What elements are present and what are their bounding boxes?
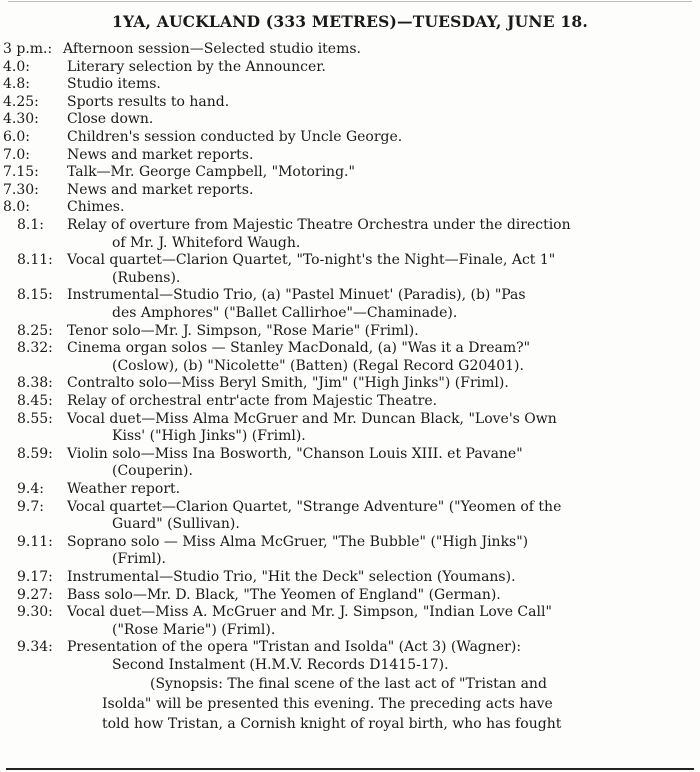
item-text: Chimes. xyxy=(67,199,125,216)
item-text: Studio items. xyxy=(67,76,161,93)
item-text-continued: of Mr. J. Whiteford Waugh. xyxy=(112,234,301,251)
item-text: Close down. xyxy=(67,111,154,128)
item-time: 7.15: xyxy=(3,164,39,181)
item-text-continued: Kiss' ("High Jinks") (Friml). xyxy=(112,428,306,445)
item-text-continued: (Friml). xyxy=(112,551,167,568)
bottom-rule xyxy=(6,768,694,770)
item-text: Instrumental—Studio Trio, (a) "Pastel Minuet' (Paradis), (b) "Pas xyxy=(67,287,526,304)
item-text-continued: (Rubens). xyxy=(112,269,181,286)
item-text: Vocal duet—Miss Alma McGruer and Mr. Duncan Black, "Love's Own xyxy=(67,410,557,427)
item-time: 9.34: xyxy=(17,639,53,656)
synopsis-line: told how Tristan, a Cornish knight of royal birth, who has fought xyxy=(102,716,562,732)
synopsis-line: Isolda" will be presented this evening. The preceding acts have xyxy=(102,696,553,712)
item-time: 4.25: xyxy=(3,93,39,110)
item-text: Tenor solo—Mr. J. Simpson, "Rose Marie" (Friml). xyxy=(67,322,419,339)
item-text: Bass solo—Mr. D. Black, "The Yeomen of England" (German). xyxy=(67,586,501,603)
item-text-continued: Second Instalment (H.M.V. Records D1415-17). xyxy=(112,656,449,673)
item-text: Relay of orchestral entr'acte from Majestic Theatre. xyxy=(67,393,438,409)
item-text: Vocal quartet—Clarion Quartet, "To-night's the Night—Finale, Act 1" xyxy=(67,252,556,269)
item-time: 8.59: xyxy=(17,445,53,462)
item-time: 8.15: xyxy=(17,287,53,304)
item-text: Soprano solo — Miss Alma McGruer, "The Bubble" ("High Jinks") xyxy=(67,533,529,550)
item-time: 9.4: xyxy=(17,481,44,497)
item-text-continued: (Couperin). xyxy=(112,463,193,480)
item-text: Relay of overture from Majestic Theatre Orchestra under the direction xyxy=(67,217,571,233)
item-text: Vocal quartet—Clarion Quartet, "Strange Adventure" ("Yeomen of the xyxy=(67,498,562,515)
item-text: Sports results to hand. xyxy=(67,93,230,110)
item-text: Afternoon session—Selected studio items. xyxy=(63,41,361,57)
item-time: 9.27: xyxy=(17,586,53,603)
item-time: 3 p.m.: xyxy=(3,41,53,57)
item-text: News and market reports. xyxy=(67,181,254,198)
item-text: News and market reports. xyxy=(67,146,254,163)
item-time: 8.1: xyxy=(17,217,44,233)
item-text: Talk—Mr. George Campbell, "Motoring." xyxy=(67,164,355,181)
item-text: Children's session conducted by Uncle George. xyxy=(67,129,403,145)
item-time: 4.8: xyxy=(3,76,30,93)
item-time: 8.0: xyxy=(3,199,30,216)
item-text: Violin solo—Miss Ina Bosworth, "Chanson Louis XIII. et Pavane" xyxy=(67,445,523,462)
item-time: 8.38: xyxy=(17,375,53,392)
item-text-continued: (Coslow), (b) "Nicolette" (Batten) (Regal Record G20401). xyxy=(112,357,524,374)
top-rule xyxy=(8,1,692,2)
item-time: 6.0: xyxy=(3,129,30,145)
item-text-continued: ("Rose Marie") (Friml). xyxy=(112,621,276,638)
item-text: Weather report. xyxy=(67,481,181,497)
synopsis-line: (Synopsis: The final scene of the last act of "Tristan and xyxy=(150,676,547,692)
item-time: 8.25: xyxy=(17,322,53,339)
item-time: 4.0: xyxy=(3,58,30,75)
item-text-continued: des Amphores" ("Ballet Callirhoe"—Chaminade). xyxy=(112,304,458,321)
item-time: 8.55: xyxy=(17,410,53,427)
item-time: 4.30: xyxy=(3,111,39,128)
item-text: Contralto solo—Miss Beryl Smith, "Jim" ("High Jinks") (Friml). xyxy=(67,375,509,392)
item-time: 9.11: xyxy=(17,533,53,550)
item-text-continued: Guard" (Sullivan). xyxy=(112,516,240,533)
item-time: 9.30: xyxy=(17,604,53,621)
item-time: 8.45: xyxy=(17,393,53,409)
item-text: Instrumental—Studio Trio, "Hit the Deck" selection (Youmans). xyxy=(67,569,516,585)
item-text: Literary selection by the Announcer. xyxy=(67,58,326,75)
item-time: 7.0: xyxy=(3,146,30,163)
item-time: 7.30: xyxy=(3,181,39,198)
item-time: 9.17: xyxy=(17,569,53,585)
item-text: Presentation of the opera "Tristan and Isolda" (Act 3) (Wagner): xyxy=(67,639,522,656)
item-text: Vocal duet—Miss A. McGruer and Mr. J. Simpson, "Indian Love Call" xyxy=(67,604,552,621)
item-time: 8.11: xyxy=(17,252,53,269)
item-text: Cinema organ solos — Stanley MacDonald, (a) "Was it a Dream?" xyxy=(67,340,531,357)
page-title: 1YA, AUCKLAND (333 METRES)—TUESDAY, JUNE 18. xyxy=(112,12,588,31)
item-time: 9.7: xyxy=(17,498,44,515)
item-time: 8.32: xyxy=(17,340,53,357)
